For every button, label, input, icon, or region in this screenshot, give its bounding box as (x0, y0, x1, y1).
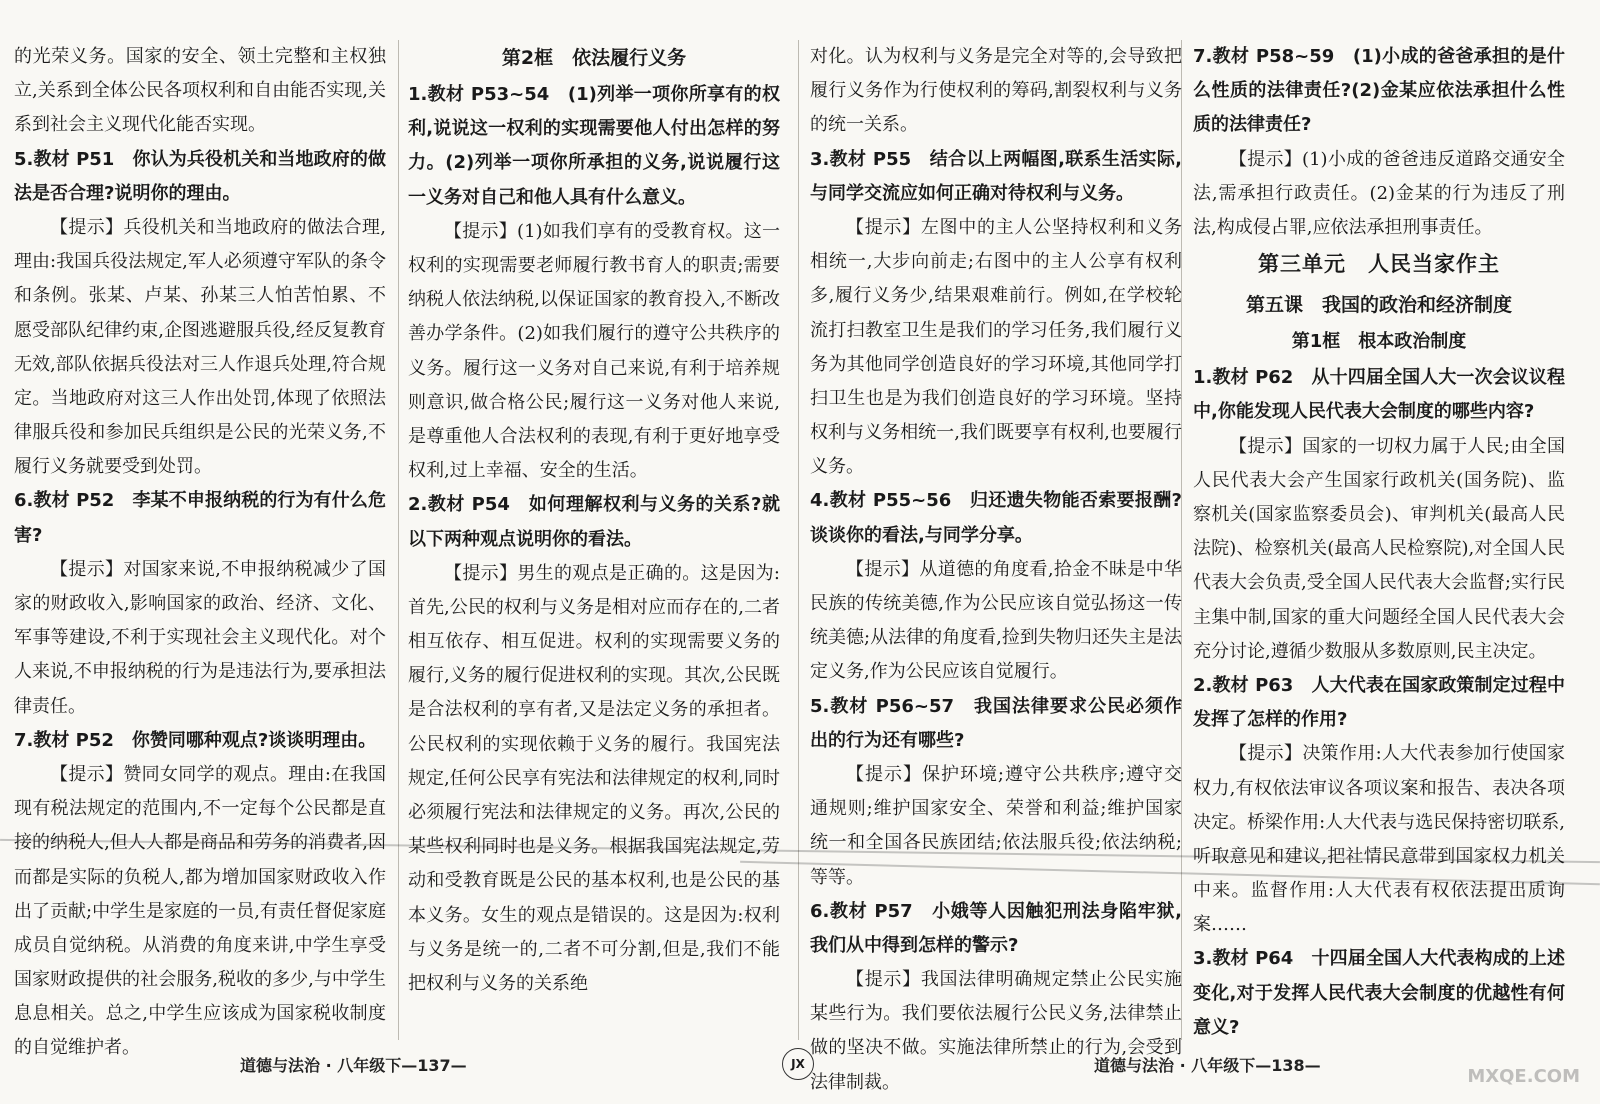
answer-3: 【提示】左图中的主人公坚持权利和义务相统一,大步向前走;右图中的主人公享有权利多,履行义务少,结果艰难前行。例如,在学校轮流打扫教室卫生是我们的学习任务,我们履行义务为其他同学创造良好的学习环境,其他同学打扫卫生也是为我们创造良好的学习环境。坚持权利与义务相统一,我们既要享有权利,也要履行义务。 (810, 216, 1182, 478)
question-2: 2.教材 P54 如何理解权利与义务的关系?就以下两种观点说明你的看法。 (408, 494, 780, 550)
answer-5: 【提示】保护环境;遵守公共秩序;遵守交通规则;维护国家安全、荣誉和利益;维护国家统一和全国各民族团结;依法服兵役;依法纳税;等等。 (810, 763, 1182, 888)
answer-4: 【提示】从道德的角度看,拾金不昧是中华民族的传统美德,作为公民应该自觉弘扬这一传统美德;从法律的角度看,捡到失物归还失主是法定义务,作为公民应该自觉履行。 (810, 558, 1182, 683)
answer-6: 【提示】对国家来说,不申报纳税减少了国家的财政收入,影响国家的政治、经济、文化、军事等建设,不利于实现社会主义现代化。对个人来说,不申报纳税的行为是违法行为,要承担法律责任。 (14, 558, 386, 717)
column-4 (1193, 40, 1565, 1040)
publisher-badge: JX (782, 1048, 814, 1080)
lesson-heading: 第五课 我国的政治和经济制度 (1245, 294, 1512, 317)
continued-text: 对化。认为权利与义务是完全对等的,会导致把履行义务作为行使权利的筹码,割裂权利与义务的统一关系。 (810, 46, 1182, 136)
page-footer-right: 道德与法治 · 八年级下—138— (1094, 1056, 1321, 1075)
question-6: 6.教材 P52 李某不申报纳税的行为有什么危害? (14, 490, 386, 546)
unit-heading: 第三单元 人民当家作主 (1258, 252, 1500, 277)
page-gutter (798, 40, 799, 1040)
question-4: 4.教材 P55~56 归还遗失物能否索要报酬?谈谈你的看法,与同学分享。 (810, 490, 1182, 546)
watermark-logo: MXQE.COM (1467, 1066, 1580, 1087)
column-2 (408, 40, 780, 1040)
question-6: 6.教材 P57 小娥等人因触犯刑法身陷牢狱,我们从中得到怎样的警示? (810, 900, 1182, 956)
question-7: 7.教材 P52 你赞同哪种观点?谈谈明理由。 (14, 729, 377, 751)
answer-1: 【提示】国家的一切权力属于人民;由全国人民代表大会产生国家行政机关(国务院)、监察机关(国家监察委员会)、审判机关(最高人民法院)、检察机关(最高人民检察院),对全国人民代表大会负责,受全国人民代表大会监督;实行民主集中制,国家的重大问题经全国人民代表大会充分讨论,遵循少数服从多数原则,民主决定。 (1193, 435, 1565, 662)
page-footer-left: 道德与法治 · 八年级下—137— (240, 1056, 467, 1075)
question-3: 3.教材 P55 结合以上两幅图,联系生活实际,与同学交流应如何正确对待权利与义务。 (810, 148, 1182, 204)
question-5: 5.教材 P56~57 我国法律要求公民必须作出的行为还有哪些? (810, 695, 1182, 751)
answer-5: 【提示】兵役机关和当地政府的做法合理,理由:我国兵役法规定,军人必须遵守军队的条令和条例。张某、卢某、孙某三人怕苦怕累、不愿受部队纪律约束,企图逃避服兵役,经反复教育无效,部队依据兵役法对三人作退兵处理,符合规定。当地政府对这三人作出处罚,体现了依照法律服兵役和参加民兵组织是公民的光荣义务,不履行义务就要受到处罚。 (14, 216, 386, 478)
question-5: 5.教材 P51 你认为兵役机关和当地政府的做法是否合理?说明你的理由。 (14, 148, 386, 204)
question-3: 3.教材 P64 十四届全国人大代表构成的上述变化,对于发挥人民代表大会制度的优越性有何意义? (1193, 948, 1565, 1038)
question-2: 2.教材 P63 人大代表在国家政策制定过程中发挥了怎样的作用? (1193, 674, 1565, 731)
answer-6: 【提示】我国法律明确规定禁止公民实施某些行为。我们要依法履行公民义务,法律禁止做的坚决不做。实施法律所禁止的行为,会受到法律制裁。 (810, 969, 1182, 1093)
answer-2: 【提示】男生的观点是正确的。这是因为:首先,公民的权利与义务是相对应而存在的,二者相互依存、相互促进。权利的实现需要义务的履行,义务的履行促进权利的实现。其次,公民既是合法权利的享有者,又是法定义务的承担者。公民权利的实现依赖于义务的履行。我国宪法规定,任何公民享有宪法和法律规定的权利,同时必须履行宪法和法律规定的义务。再次,公民的某些权利同时也是义务。根据我国宪法规定,劳动和受教育既是公民的基本权利,也是公民的基本义务。女生的观点是错误的。这是因为:权利与义务是统一的,二者不可分割,但是,我们不能把权利与义务的关系绝 (408, 562, 780, 994)
section-heading: 第1框 根本政治制度 (1291, 331, 1467, 353)
continued-text: 的光荣义务。国家的安全、领土完整和主权独立,关系到全体公民各项权利和自由能否实现,关系到社会主义现代化能否实现。 (14, 46, 386, 136)
answer-2: 【提示】决策作用:人大代表参加行使国家权力,有权依法审议各项议案和报告、表决各项决定。桥梁作用:人大代表与选民保持密切联系,听取意见和建议,把社情民意带到国家权力机关中来。监督作用:人大代表有权依法提出质询案…… (1193, 743, 1565, 936)
section-heading: 第2框 依法履行义务 (501, 47, 687, 69)
question-1: 1.教材 P53~54 (1)列举一项你所享有的权利,说说这一权利的实现需要他人付出怎样的努力。(2)列举一项你所承担的义务,说说履行这一义务对自己和他人具有什么意义。 (408, 84, 780, 208)
answer-7: 【提示】赞同女同学的观点。理由:在我国现有税法规定的范围内,不一定每个公民都是直接的纳税人,但人人都是商品和劳务的消费者,因而都是实际的负税人,都为增加国家财政收入作出了贡献;中学生是家庭的一员,有责任督促家庭成员自觉纳税。从消费的角度来讲,中学生享受国家财政提供的社会服务,税收的多少,与中学生息息相关。总之,中学生应该成为国家税收制度的自觉维护者。 (14, 763, 386, 1059)
question-1: 1.教材 P62 从十四届全国人大一次会议议程中,你能发现人民代表大会制度的哪些内容? (1193, 367, 1565, 423)
answer-7: 【提示】(1)小成的爸爸违反道路交通安全法,需承担行政责任。(2)金某的行为违反了刑法,构成侵占罪,应依法承担刑事责任。 (1193, 148, 1565, 238)
answer-1: 【提示】(1)如我们享有的受教育权。这一权利的实现需要老师履行教书育人的职责;需要纳税人依法纳税,以保证国家的教育投入,不断改善办学条件。(2)如我们履行的遵守公共秩序的义务。履行这一义务对自己来说,有利于培养规则意识,做合格公民;履行这一义务对他人来说,是尊重他人合法权利的表现,有利于更好地享受权利,过上幸福、安全的生活。 (408, 220, 780, 482)
column-1 (14, 40, 386, 1059)
column-3 (810, 40, 1182, 1093)
column-divider (398, 40, 399, 1040)
question-7: 7.教材 P58~59 (1)小成的爸爸承担的是什么性质的法律责任?(2)金某应依法承担什么性质的法律责任? (1193, 46, 1565, 136)
